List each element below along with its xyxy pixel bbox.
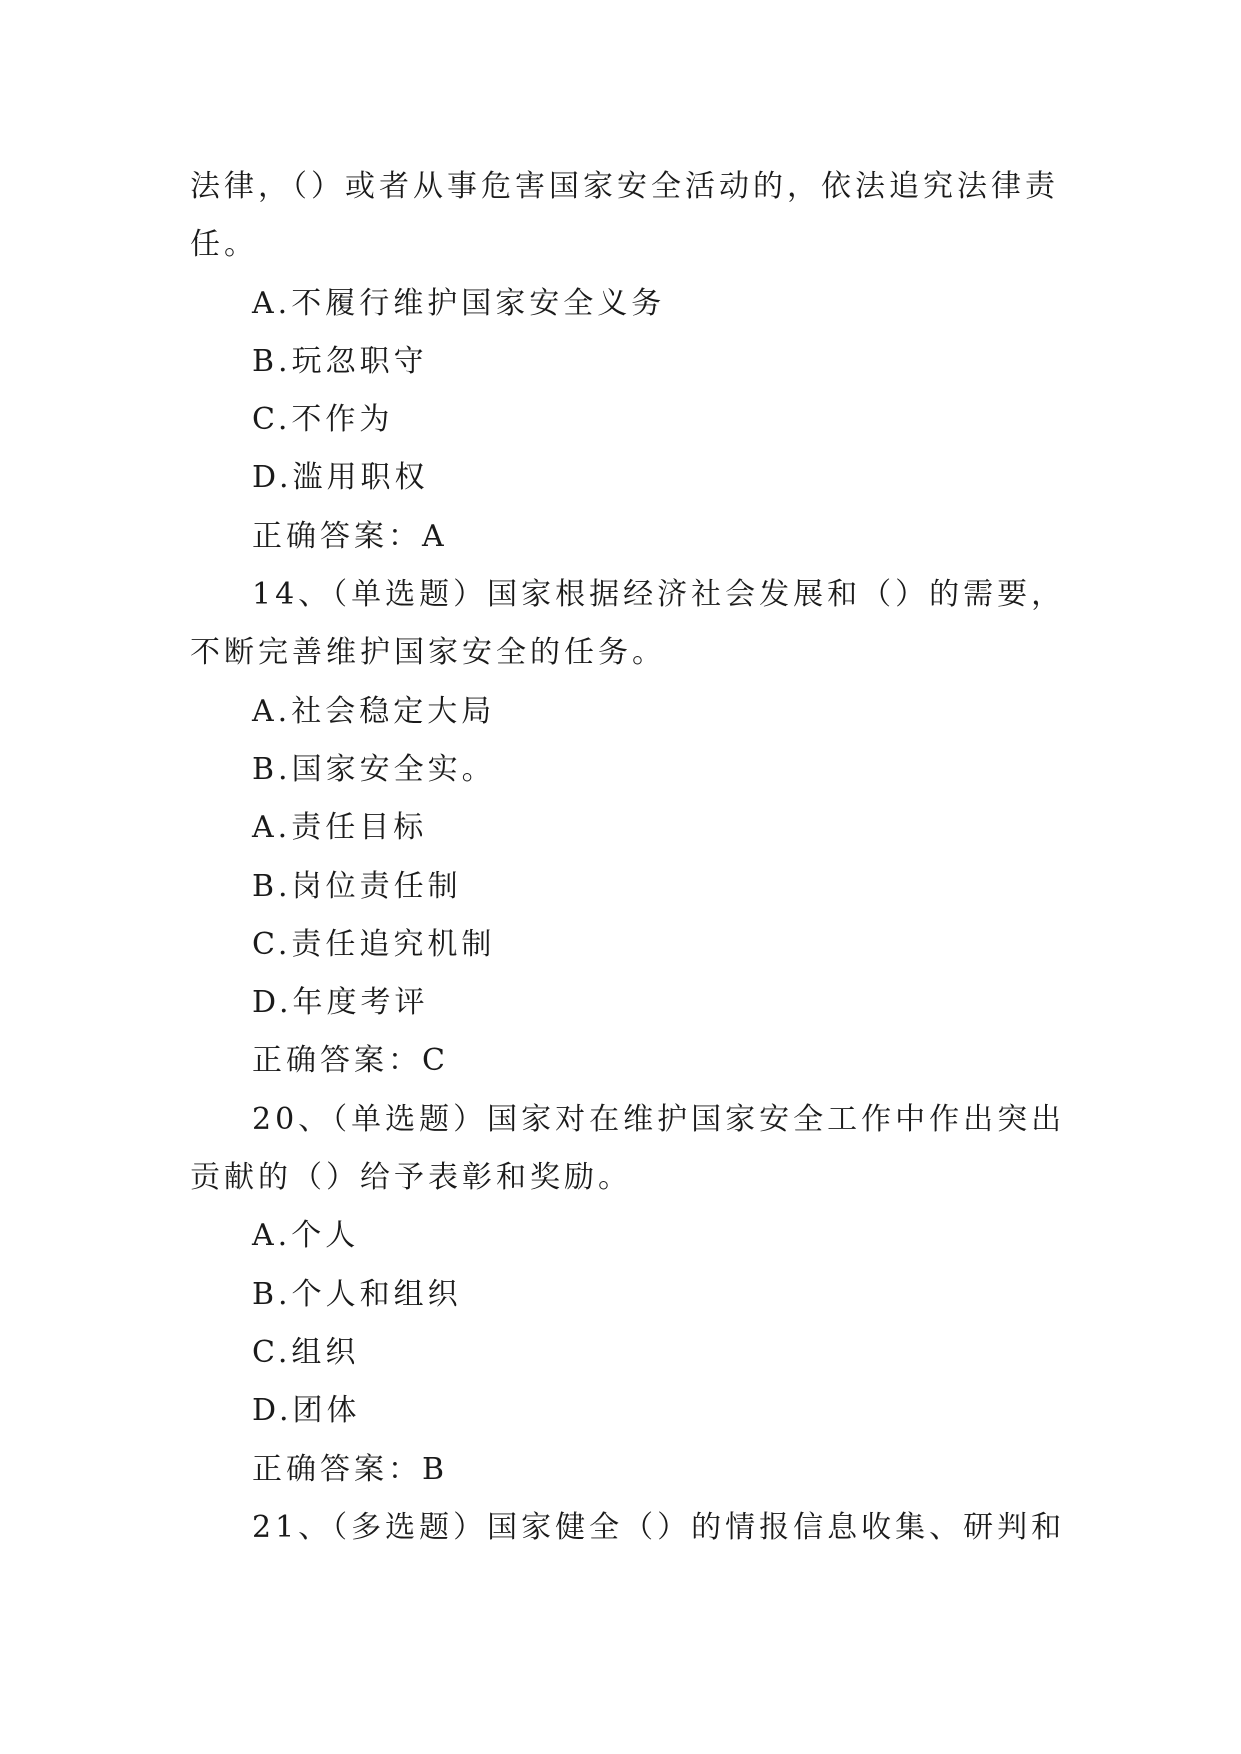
option-d: D.滥用职权 — [252, 460, 429, 496]
option-a: A.不履行维护国家安全义务 — [252, 285, 666, 321]
correct-answer: 正确答案：B — [252, 1451, 449, 1487]
question-text-line: 贡献的（）给予表彰和奖励。 — [190, 1160, 632, 1196]
option-c: C.不作为 — [252, 402, 394, 438]
option-b: B.玩忽职守 — [252, 343, 428, 379]
option-b: B.岗位责任制 — [252, 868, 462, 904]
question-header: 20、（单选题）国家对在维护国家安全工作中作出突出 — [252, 1101, 1066, 1137]
correct-answer: 正确答案：C — [252, 1043, 449, 1079]
question-header: 14、（单选题）国家根据经济社会发展和（）的需要， — [252, 577, 1066, 613]
option-c: C.组织 — [252, 1334, 360, 1370]
question-text-line: 法律，（）或者从事危害国家安全活动的，依法追究法律责 — [190, 169, 1059, 204]
option-c: C.责任追究机制 — [252, 926, 496, 962]
option-a: A.社会稳定大局 — [252, 693, 496, 729]
option-d: D.团体 — [252, 1393, 361, 1429]
question-header: 21、（多选题）国家健全（）的情报信息收集、研判和 — [252, 1509, 1066, 1545]
option-b: B.个人和组织 — [252, 1276, 462, 1312]
option-a: A.个人 — [252, 1218, 360, 1254]
option-d: D.年度考评 — [252, 985, 429, 1021]
correct-answer: 正确答案：A — [252, 518, 448, 554]
option-a: A.责任目标 — [252, 810, 428, 846]
option-b: B.国家安全实。 — [252, 751, 496, 787]
question-text-line: 任。 — [190, 227, 258, 263]
question-text-line: 不断完善维护国家安全的任务。 — [190, 635, 666, 671]
document-body — [190, 158, 1066, 1557]
